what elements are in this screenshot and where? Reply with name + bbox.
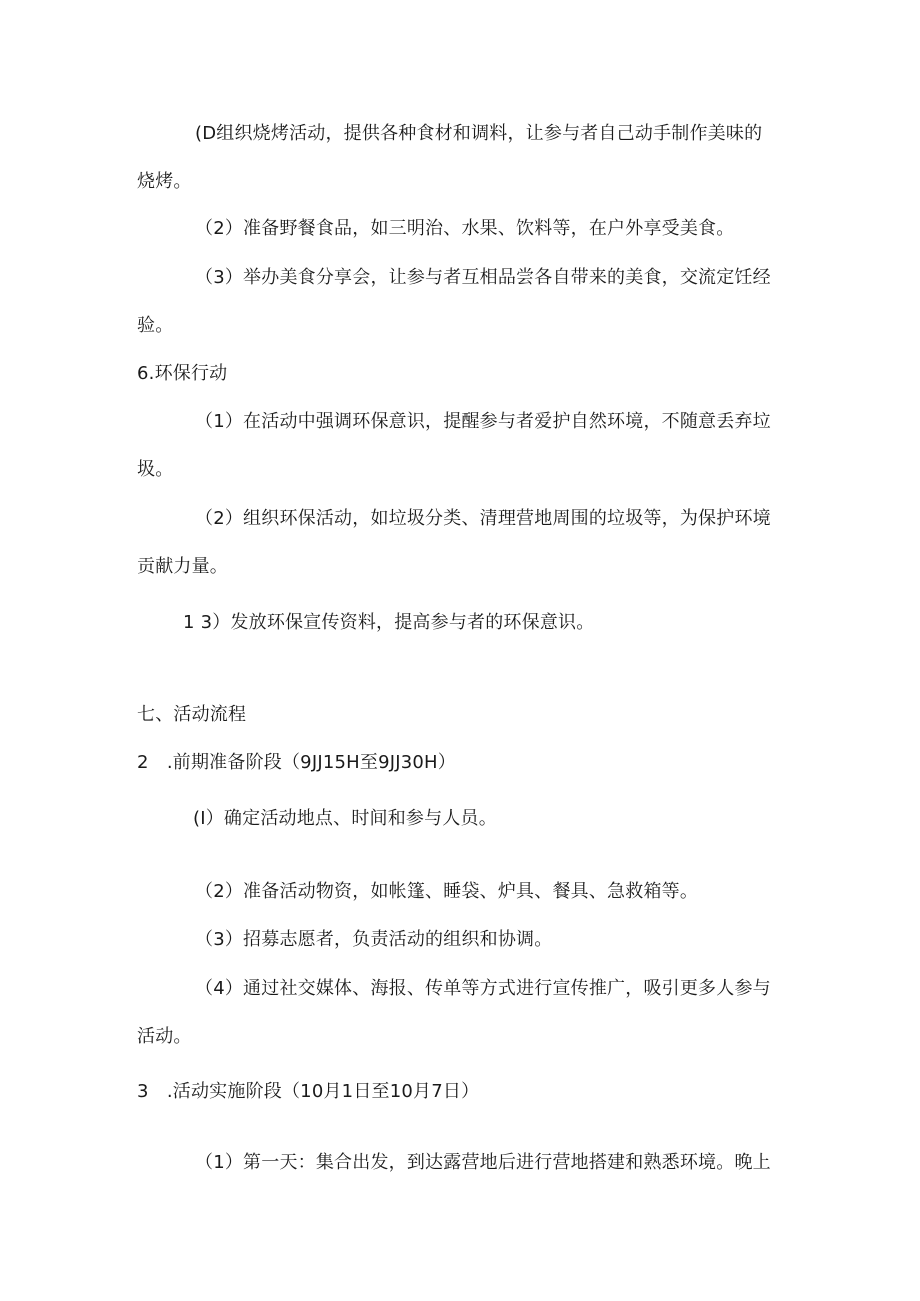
paragraph-line: （3）招募志愿者，负责活动的组织和协调。 xyxy=(195,929,553,950)
paragraph-line: (D组织烧烤活动，提供各种食材和调料，让参与者自己动手制作美味的 xyxy=(195,123,763,144)
paragraph-line: （4）通过社交媒体、海报、传单等方式进行宣传推广，吸引更多人参与 xyxy=(195,978,771,999)
paragraph-line: (I）确定活动地点、时间和参与人员。 xyxy=(193,808,497,829)
section-heading: 6.环保行动 xyxy=(137,363,228,384)
paragraph-line: （1）在活动中强调环保意识，提醒参与者爱护自然环境，不随意丢弃垃 xyxy=(195,411,771,432)
paragraph-line: 烧烤。 xyxy=(137,171,192,192)
subsection-heading: 3 .活动实施阶段（10月1日至10月7日） xyxy=(137,1081,480,1102)
paragraph-line: 活动。 xyxy=(137,1026,192,1047)
paragraph-line: （2）准备野餐食品，如三明治、水果、饮料等，在户外享受美食。 xyxy=(195,218,735,239)
paragraph-line: （1）第一天：集合出发，到达露营地后进行营地搭建和熟悉环境。晚上 xyxy=(195,1152,771,1173)
section-heading: 七、活动流程 xyxy=(137,704,247,725)
paragraph-line: 贡献力量。 xyxy=(137,556,228,577)
paragraph-line: （3）举办美食分享会，让参与者互相品尝各自带来的美食，交流定饪经 xyxy=(195,267,771,288)
paragraph-line: 圾。 xyxy=(137,459,174,480)
paragraph-line: （2）组织环保活动，如垃圾分类、清理营地周围的垃圾等，为保护环境 xyxy=(195,508,771,529)
paragraph-line: 1 3）发放环保宣传资料，提高参与者的环保意识。 xyxy=(183,612,595,633)
paragraph-line: 验。 xyxy=(137,315,174,336)
paragraph-line: （2）准备活动物资，如帐篷、睡袋、炉具、餐具、急救箱等。 xyxy=(195,881,699,902)
subsection-heading: 2 .前期准备阶段（9JJ15H至9JJ30H） xyxy=(137,752,456,773)
